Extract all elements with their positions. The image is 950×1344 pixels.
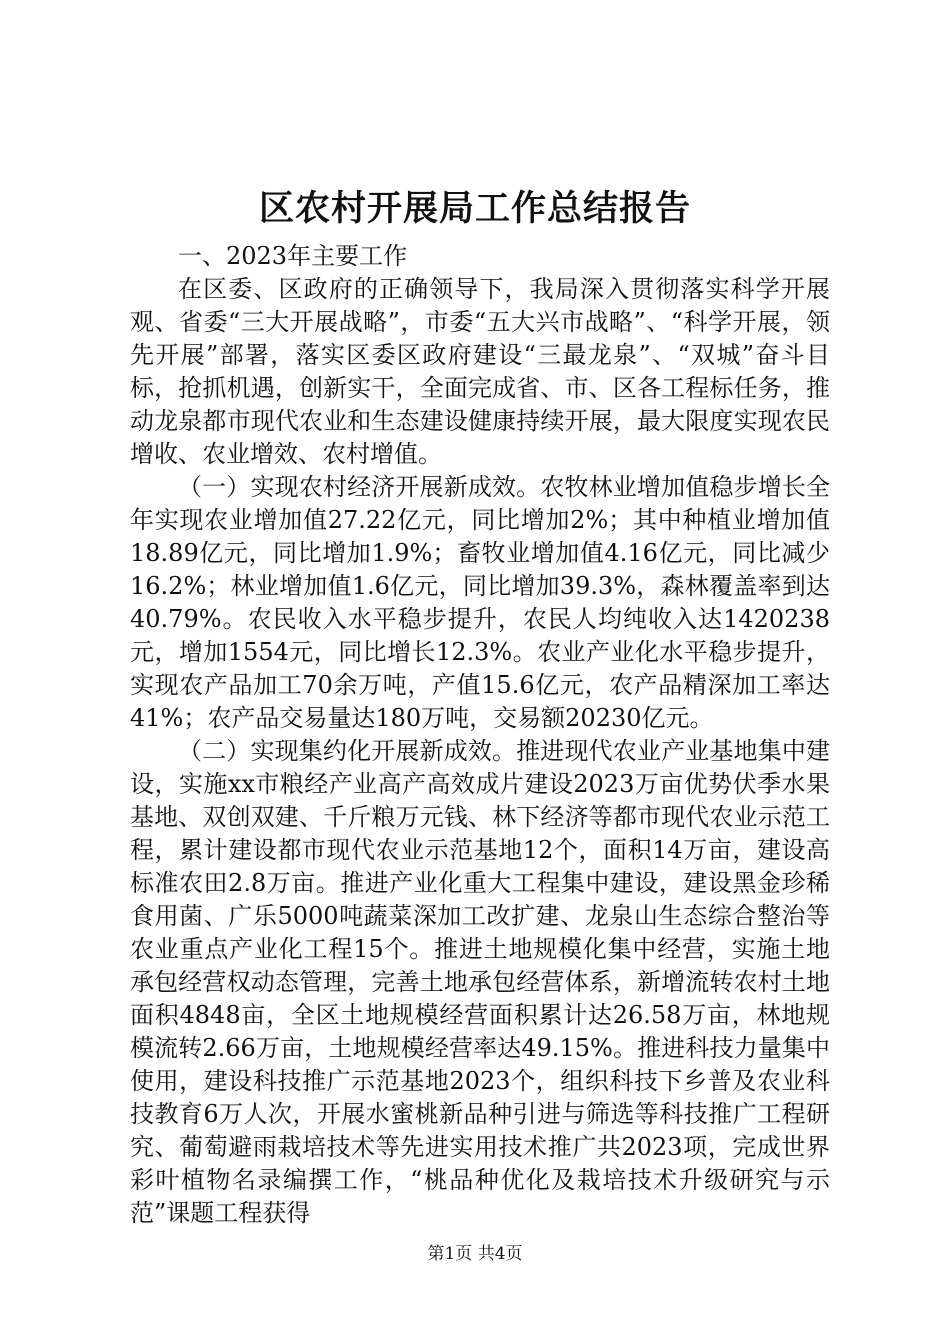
paragraph-intensive-development: （二）实现集约化开展新成效。推进现代农业产业基地集中建设，实施xx市粮经产业高产高效成片建设2023万亩优势伏季水果基地、双创双建、千斤粮万元钱、林下经济等都市现代农业示范工程，累计建设都市现代农业示范基地12个，面积14万亩，建设高标准农田2.8万亩。推进产业化重大工程集中建设，建设黑金珍稀食用菌、广乐5000吨蔬菜深加工改扩建、龙泉山生态综合整治等农业重点产业化工程15个。推进土地规模化集中经营，实施土地承包经营权动态管理，完善土地承包经营体系，新增流转农村土地面积4848亩，全区土地规模经营面积累计达26.58万亩，林地规模流转2.66万亩，土地规模经营率达49.15%。推进科技力量集中使用，建设科技推广示范基地2023个，组织科技下乡普及农业科技教育6万人次，开展水蜜桃新品种引进与筛选等科技推广工程研究、葡萄避雨栽培技术等先进实用技术推广共2023项，完成世界彩叶植物名录编撰工作，“桃品种优化及栽培技术升级研究与示范”课题工程获得	[130, 737, 830, 1227]
document-body	[130, 240, 830, 1230]
page-footer: 第1页 共4页	[427, 1244, 523, 1264]
section-heading: 一、2023年主要工作	[178, 242, 408, 270]
paragraph-intro: 在区委、区政府的正确领导下，我局深入贯彻落实科学开展观、省委“三大开展战略”，市委“五大兴市战略”、“科学开展，领先开展”部署，落实区委区政府建设“三最龙泉”、“双城”奋斗目标，抢抓机遇，创新实干，全面完成省、市、区各工程标任务，推动龙泉都市现代农业和生态建设健康持续开展，最大限度实现农民增收、农业增效、农村增值。	[130, 275, 830, 468]
paragraph-rural-economy: （一）实现农村经济开展新成效。农牧林业增加值稳步增长全年实现农业增加值27.22亿元，同比增加2%；其中种植业增加值18.89亿元，同比增加1.9%；畜牧业增加值4.16亿元，同比减少16.2%；林业增加值1.6亿元，同比增加39.3%，森林覆盖率到达40.79%。农民收入水平稳步提升，农民人均纯收入达1420238元，增加1554元，同比增长12.3%。农业产业化水平稳步提升，实现农产品加工70余万吨，产值15.6亿元，农产品精深加工率达41%；农产品交易量达180万吨，交易额20230亿元。	[130, 473, 830, 732]
document-title: 区农村开展局工作总结报告	[258, 188, 691, 229]
